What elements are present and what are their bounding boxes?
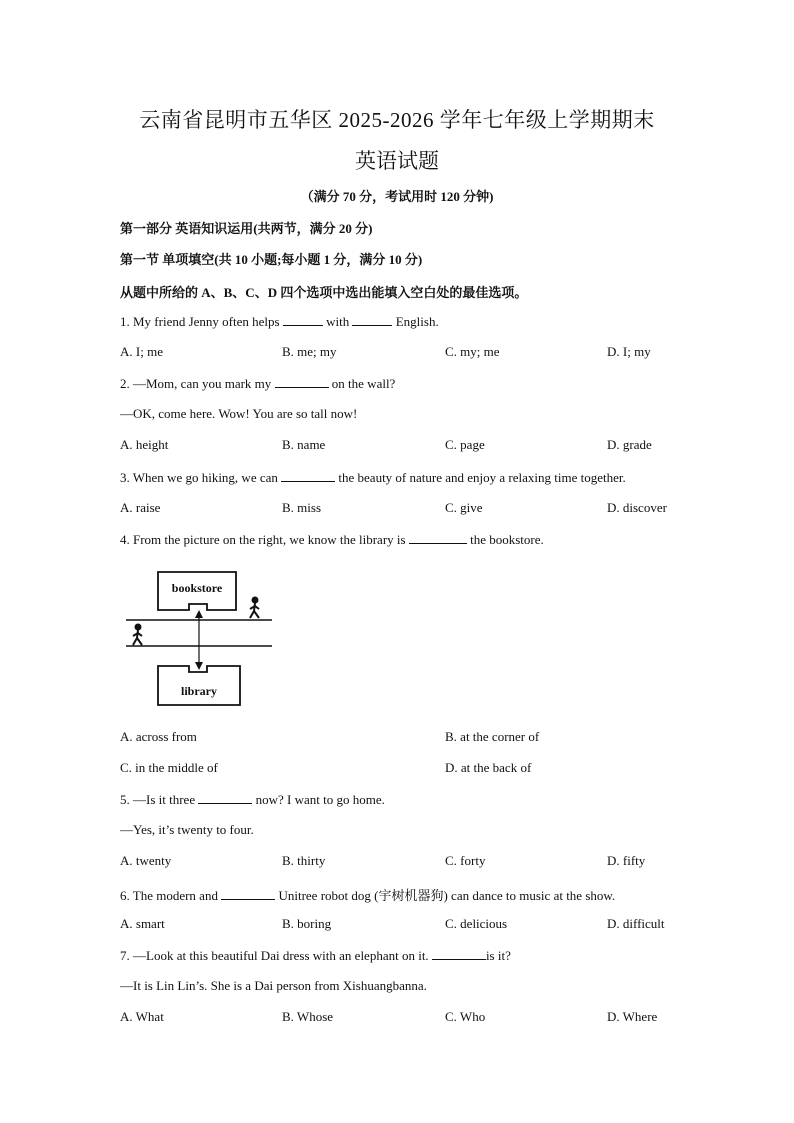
question-6-stem bbox=[120, 885, 615, 904]
answer-blank bbox=[198, 791, 252, 804]
question-1-stem bbox=[120, 313, 439, 330]
question-stem-part: 6. The modern and bbox=[120, 888, 222, 903]
bookstore-label: bookstore bbox=[171, 581, 223, 595]
option-c: C. Who bbox=[445, 1009, 486, 1024]
answer-blank bbox=[352, 313, 392, 326]
option-a: A. What bbox=[120, 1009, 164, 1024]
question-3-stem bbox=[120, 469, 626, 486]
pedestrian-icon bbox=[133, 625, 142, 646]
exam-title: 云南省昆明市五华区 2025-2026 学年七年级上学期期末 bbox=[139, 108, 655, 132]
option-b: B. Whose bbox=[282, 1009, 334, 1024]
pedestrian-icon bbox=[250, 598, 259, 619]
question-stem-part: 1. My friend Jenny often helps bbox=[120, 314, 283, 329]
question-stem-part: 2. —Mom, can you mark my bbox=[120, 376, 275, 391]
option-d: D. at the back of bbox=[445, 760, 532, 775]
option-d: D. fifty bbox=[607, 853, 646, 868]
arrow-head-down bbox=[195, 662, 203, 670]
section-heading: 第一节 单项填空(共 10 小题;每小题 1 分，满分 10 分) bbox=[120, 252, 423, 267]
option-c: C. my; me bbox=[445, 344, 500, 359]
answer-blank bbox=[281, 469, 335, 482]
option-d: D. I; my bbox=[607, 344, 651, 359]
option-b: B. thirty bbox=[282, 853, 326, 868]
question-stem-part: 4. From the picture on the right, we know the library is bbox=[120, 532, 409, 547]
question-stem-part: the beauty of nature and enjoy a relaxing time together. bbox=[335, 470, 626, 485]
option-b: B. miss bbox=[282, 500, 322, 515]
option-b: B. boring bbox=[282, 916, 332, 931]
answer-blank bbox=[432, 947, 486, 960]
option-b: B. me; my bbox=[282, 344, 337, 359]
question-stem-part: English. bbox=[392, 314, 439, 329]
question-stem-part: is it? bbox=[485, 948, 511, 963]
exam-subject: 英语试题 bbox=[355, 149, 439, 173]
option-a: A. raise bbox=[120, 500, 161, 515]
question-7-reply: —It is Lin Lin’s. She is a Dai person from Xishuangbanna. bbox=[120, 978, 427, 993]
question-stem-part: Unitree robot dog (宇树机器狗) can dance to music at the show. bbox=[275, 888, 616, 903]
question-stem-part: the bookstore. bbox=[466, 532, 544, 547]
option-d: D. discover bbox=[607, 500, 667, 515]
option-d: D. grade bbox=[607, 437, 652, 452]
question-stem-part: 3. When we go hiking, we can bbox=[120, 470, 282, 485]
question-stem-part: 7. —Look at this beautiful Dai dress with an elephant on it. bbox=[120, 948, 432, 963]
question-2-stem bbox=[120, 375, 395, 392]
question-stem-part: 5. —Is it three bbox=[120, 792, 199, 807]
question-5-reply: —Yes, it’s twenty to four. bbox=[120, 822, 254, 837]
option-c: C. page bbox=[445, 437, 485, 452]
option-a: A. smart bbox=[120, 916, 165, 931]
option-a: A. twenty bbox=[120, 853, 172, 868]
library-label: library bbox=[181, 684, 217, 698]
question-5-stem bbox=[120, 791, 385, 808]
option-c: C. delicious bbox=[445, 916, 508, 931]
option-d: D. Where bbox=[607, 1009, 658, 1024]
question-7-stem bbox=[120, 947, 511, 964]
option-b: B. at the corner of bbox=[445, 729, 540, 744]
option-b: B. name bbox=[282, 437, 326, 452]
question-stem-part: with bbox=[322, 314, 353, 329]
arrow-head-up bbox=[195, 610, 203, 618]
map-figure bbox=[124, 568, 274, 710]
instruction-text: 从题中所给的 A、B、C、D 四个选项中选出能填入空白处的最佳选项。 bbox=[120, 285, 528, 300]
question-2-reply: —OK, come here. Wow! You are so tall now! bbox=[120, 406, 358, 421]
answer-blank bbox=[283, 313, 323, 326]
exam-note: （满分 70 分，考试用时 120 分钟) bbox=[300, 189, 494, 204]
question-stem-part: on the wall? bbox=[328, 376, 396, 391]
option-d: D. difficult bbox=[607, 916, 665, 931]
question-stem-part: now? I want to go home. bbox=[252, 792, 385, 807]
question-4-stem bbox=[120, 531, 544, 548]
part-heading: 第一部分 英语知识运用(共两节，满分 20 分) bbox=[120, 221, 373, 236]
option-c: C. forty bbox=[445, 853, 486, 868]
answer-blank bbox=[275, 375, 329, 388]
option-c: C. give bbox=[445, 500, 483, 515]
option-c: C. in the middle of bbox=[120, 760, 218, 775]
answer-blank bbox=[221, 887, 275, 900]
option-a: A. I; me bbox=[120, 344, 163, 359]
answer-blank bbox=[409, 531, 467, 544]
option-a: A. across from bbox=[120, 729, 197, 744]
option-a: A. height bbox=[120, 437, 169, 452]
